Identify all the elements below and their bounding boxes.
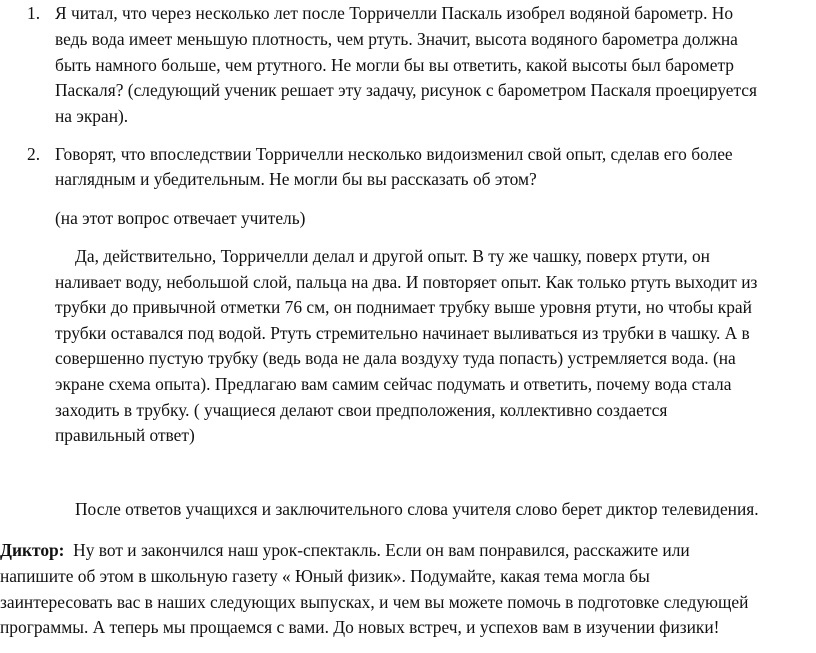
item1-line-5: на экран).: [55, 106, 129, 126]
item2-line-1: Говорят, что впоследствии Торричелли несколько видоизменил свой опыт, сделав его более: [55, 144, 733, 164]
teacher-answer-line-3: трубки до привычной отметки 76 см, он поднимает трубку выше уровня ртути, но чтобы край: [55, 297, 752, 317]
teacher-answer-line-4: трубки оставался под водой. Ртуть стремительно начинает выливаться из трубки в чашку. А в: [55, 323, 750, 343]
announcer-line-3: заинтересовать вас в наших следующих выпусках, и чем вы можете помочь в подготовке следующей: [0, 592, 749, 612]
item1-line-2: ведь вода имеет меньшую плотность, чем ртуть. Значит, высота водяного барометра должна: [55, 29, 738, 49]
teacher-answer-line-7: заходить в трубку. ( учащиеся делают свои предположения, коллективно создается: [55, 400, 668, 420]
item2-line-2: наглядным и убедительным. Не могли бы вы рассказать об этом?: [55, 169, 537, 189]
announcer-first-line: [0, 542, 690, 559]
after-answers-text: После ответов учащихся и заключительного слова учителя слово берет диктор телевидения.: [75, 499, 759, 519]
announcer-line-2: напишите об этом в школьную газету « Юный физик». Подумайте, какая тема могла бы: [0, 566, 650, 586]
item1-line-3: быть намного больше, чем ртутного. Не могли бы вы ответить, какой высоты был барометр: [55, 55, 734, 75]
teacher-answer-line-8: правильный ответ): [55, 425, 195, 445]
announcer-line-4: программы. А теперь мы прощаемся с вами. До новых встреч, и успехов вам в изучении физики!: [0, 617, 720, 637]
item1-line-1: Я читал, что через несколько лет после Торричелли Паскаль изобрел водяной барометр. Но: [55, 3, 734, 23]
teacher-note: (на этот вопрос отвечает учитель): [55, 208, 306, 228]
teacher-answer-line-6: экране схема опыта). Предлагаю вам самим сейчас подумать и ответить, почему вода стала: [55, 374, 732, 394]
item1-line-4: Паскаля? (следующий ученик решает эту задачу, рисунок с барометром Паскаля проецируется: [55, 80, 757, 100]
teacher-answer-line-5: совершенно пустую трубку (ведь вода не дала воздуху туда попасть) устремляется вода. (на: [55, 348, 736, 368]
list-number-1: 1.: [27, 3, 41, 23]
announcer-label: Диктор:: [0, 540, 65, 560]
announcer-text-line-1: Ну вот и закончился наш урок-спектакль. Если он вам понравился, расскажите или: [64, 540, 690, 560]
teacher-answer-line-1: Да, действительно, Торричелли делал и другой опыт. В ту же чашку, поверх ртути, он: [75, 246, 710, 266]
teacher-answer-line-2: наливает воду, небольшой слой, пальца на два. И повторяет опыт. Как только ртуть выходит из: [55, 272, 758, 292]
list-number-2: 2.: [27, 144, 41, 164]
